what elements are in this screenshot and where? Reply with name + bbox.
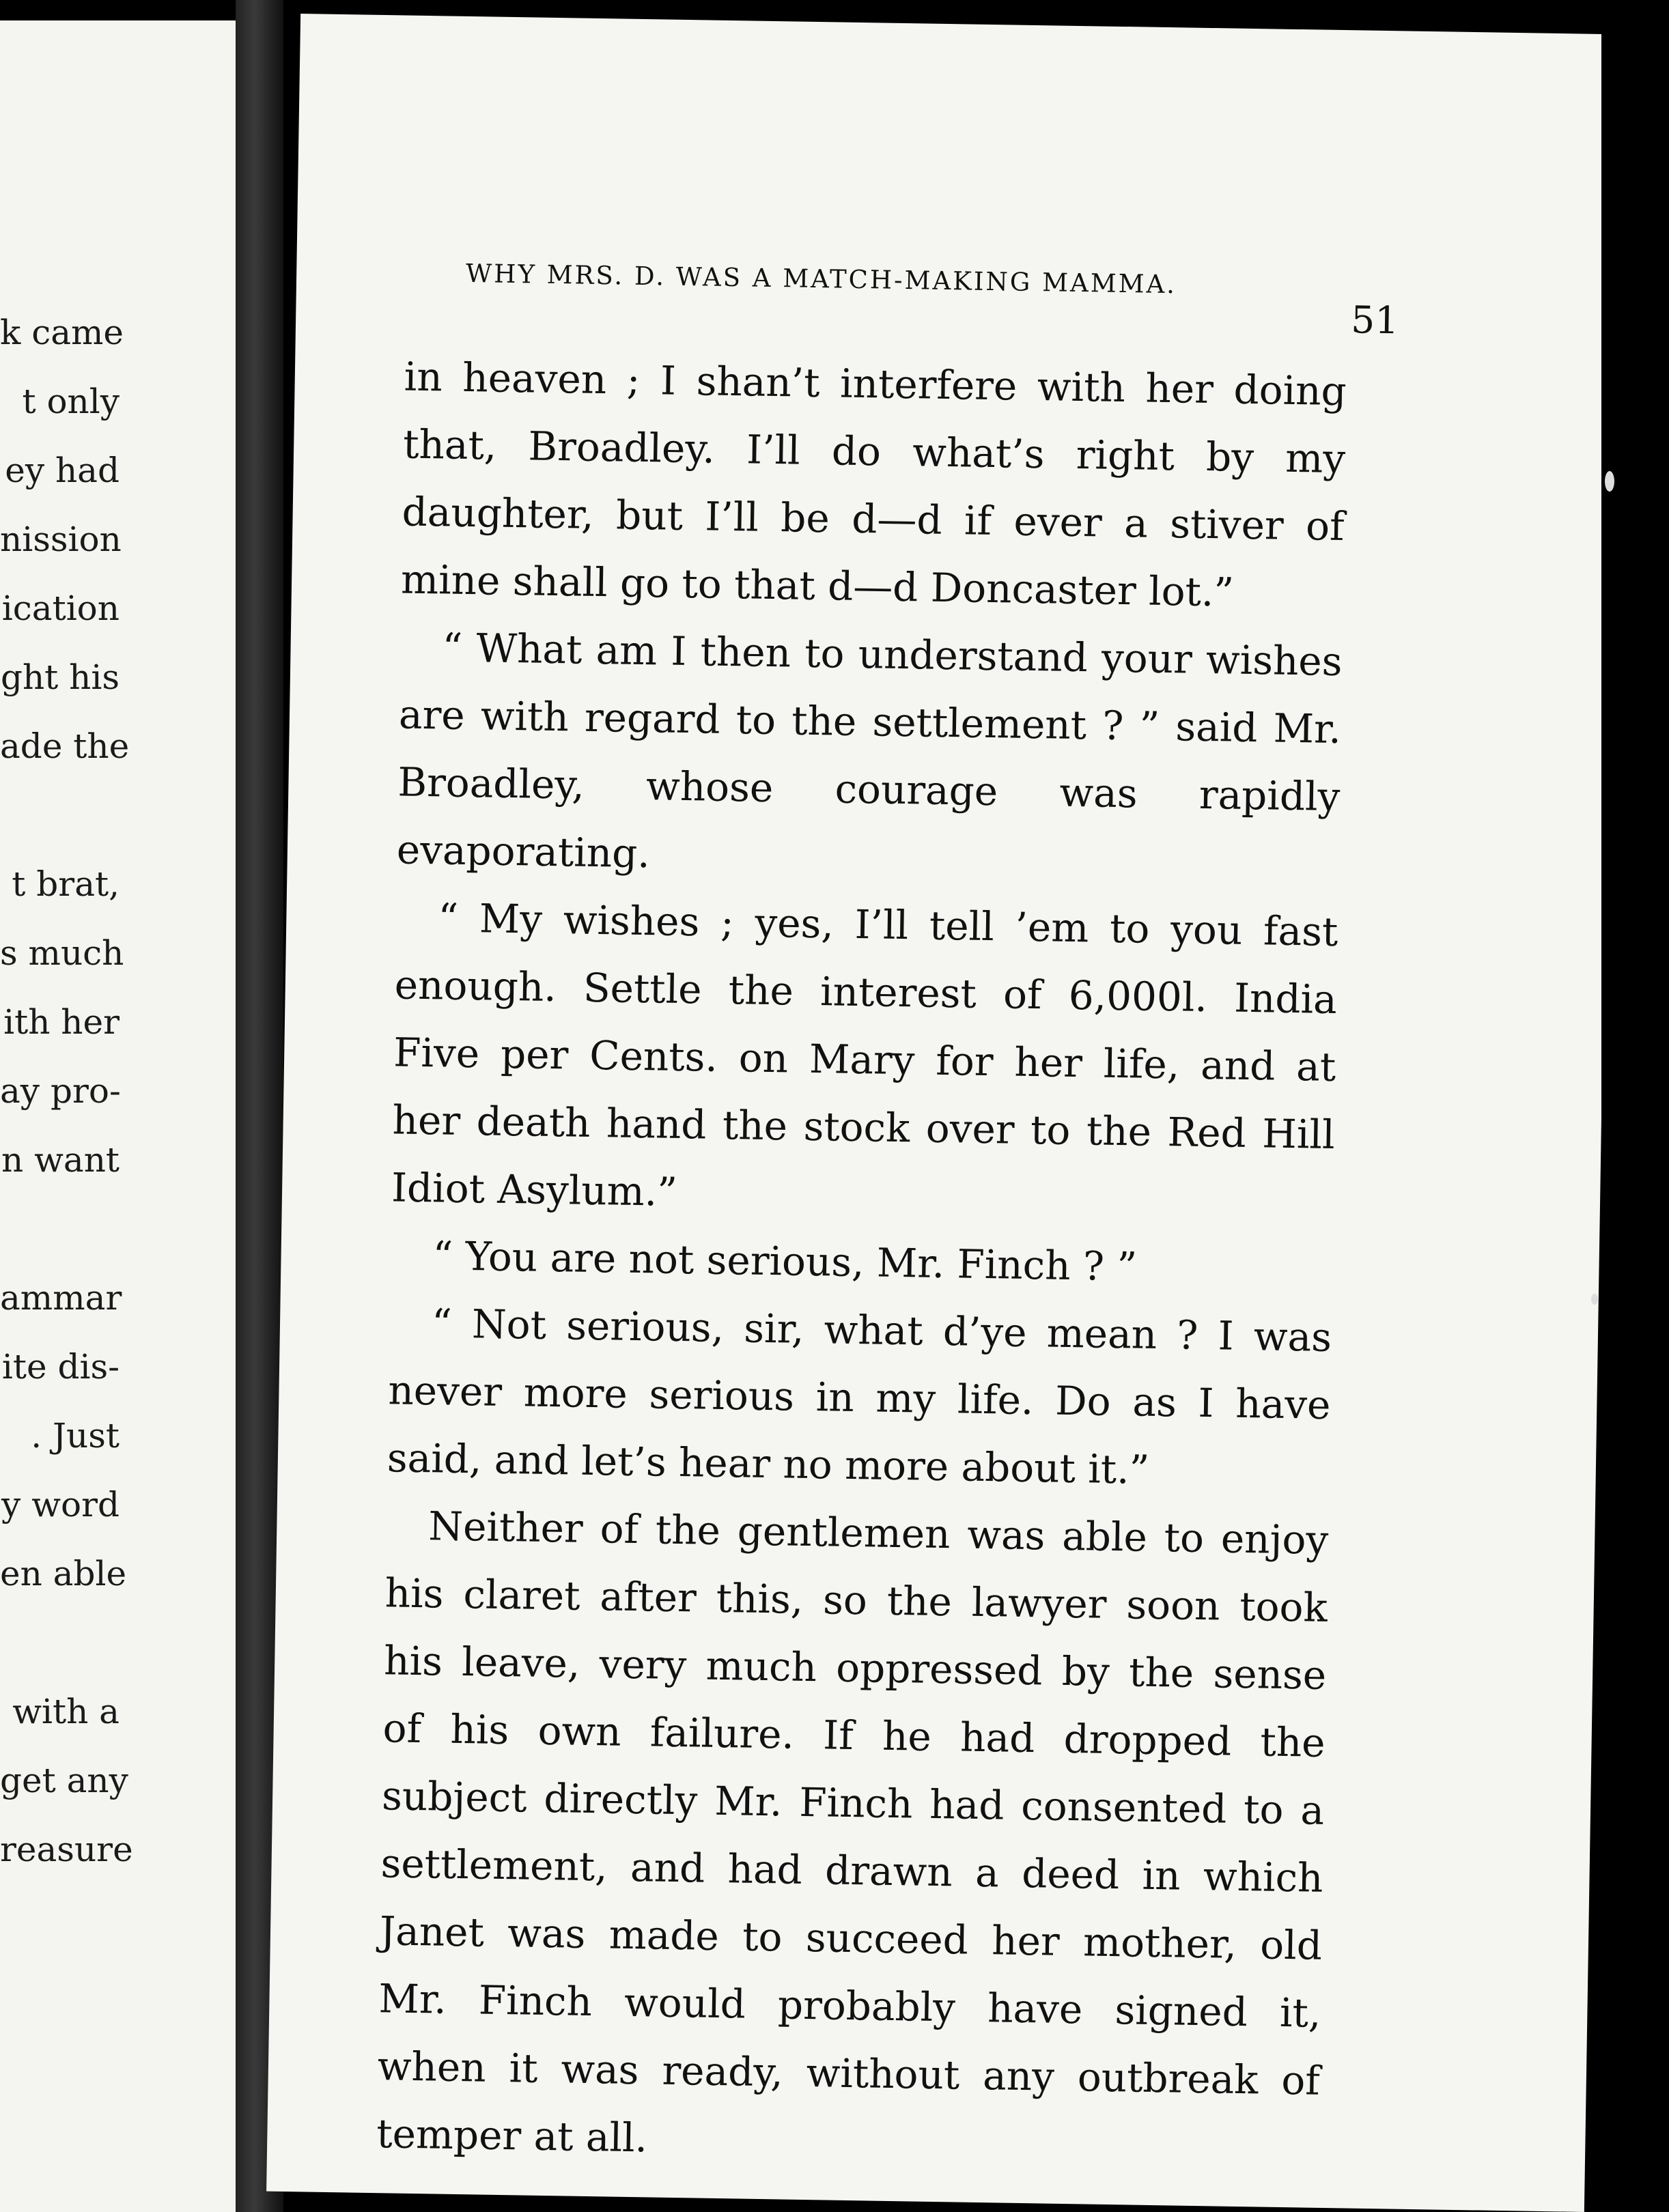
left-page-line: . Just (31, 1416, 120, 1456)
body-text (376, 343, 1347, 2182)
left-page-line: reasure (0, 1830, 133, 1869)
paragraph: “ My wishes ; yes, I’ll tell ’em to you fast enough. Settle the interest of 6,000l. India Five per Cents. on Mary for her life, and at her death hand the stock over to the Red Hill Idiot Asylum.” (391, 894, 1338, 1215)
left-page-line: ght his (0, 657, 120, 697)
left-page-line: ey had (5, 451, 120, 490)
paragraph: “ What am I then to understand your wishes are with regard to the settlement ? ” said Mr. Broadley, whose courage was rapidly evaporating. (396, 624, 1343, 877)
paragraph: in heaven ; I shan’t interfere with her doing that, Broadley. I’ll do what’s right by my daughter, but I’ll be d—d if ever a stiver of mine shall go to that d—d Doncaster lot.” (400, 353, 1347, 616)
left-page-line: ade the (0, 726, 130, 766)
left-page-line: k came (0, 313, 124, 352)
paragraph: Neither of the gentlemen was able to enjoy his claret after this, so the lawyer soon took his leave, very much oppressed by the sense of his own failure. If he had dropped the subject directly Mr. Finch had consented to a settlement, and had drawn a deed in which Janet was made to succeed her mother, old Mr. Finch would probably have signed it, when it was ready, without any outbreak of temper at all. (376, 1503, 1329, 2161)
left-page-line: ication (1, 589, 120, 628)
left-page (0, 20, 236, 2212)
running-head: WHY MRS. D. WAS A MATCH-MAKING MAMMA. (465, 258, 1177, 300)
page-number: 51 (1350, 298, 1399, 343)
paragraph: “ Not serious, sir, what d’ye mean ? I was never more serious in my life. Do as I have said, and let’s hear no more about it.” (387, 1300, 1332, 1493)
page-speck (1591, 1294, 1598, 1305)
left-page-line: nission (0, 520, 122, 559)
left-page-line: ammar (0, 1278, 122, 1318)
left-page-line: t only (22, 382, 120, 421)
left-page-line: t brat, (12, 864, 120, 904)
page-speck (1605, 471, 1614, 492)
left-page-line: n want (1, 1140, 120, 1180)
right-border (1601, 0, 1669, 2212)
left-page-line: ith her (3, 1002, 120, 1042)
right-page (266, 14, 1618, 2212)
left-page-line: ite dis- (1, 1347, 120, 1387)
left-page-line: en able (0, 1554, 127, 1593)
left-page-line: ay pro- (0, 1071, 121, 1111)
left-page-line: s much (0, 933, 124, 973)
paragraph: “ You are not serious, Mr. Finch ? ” (432, 1232, 1138, 1290)
left-page-line: y word (1, 1485, 120, 1525)
left-page-line: with a (12, 1692, 120, 1731)
left-page-line: get any (0, 1761, 128, 1800)
